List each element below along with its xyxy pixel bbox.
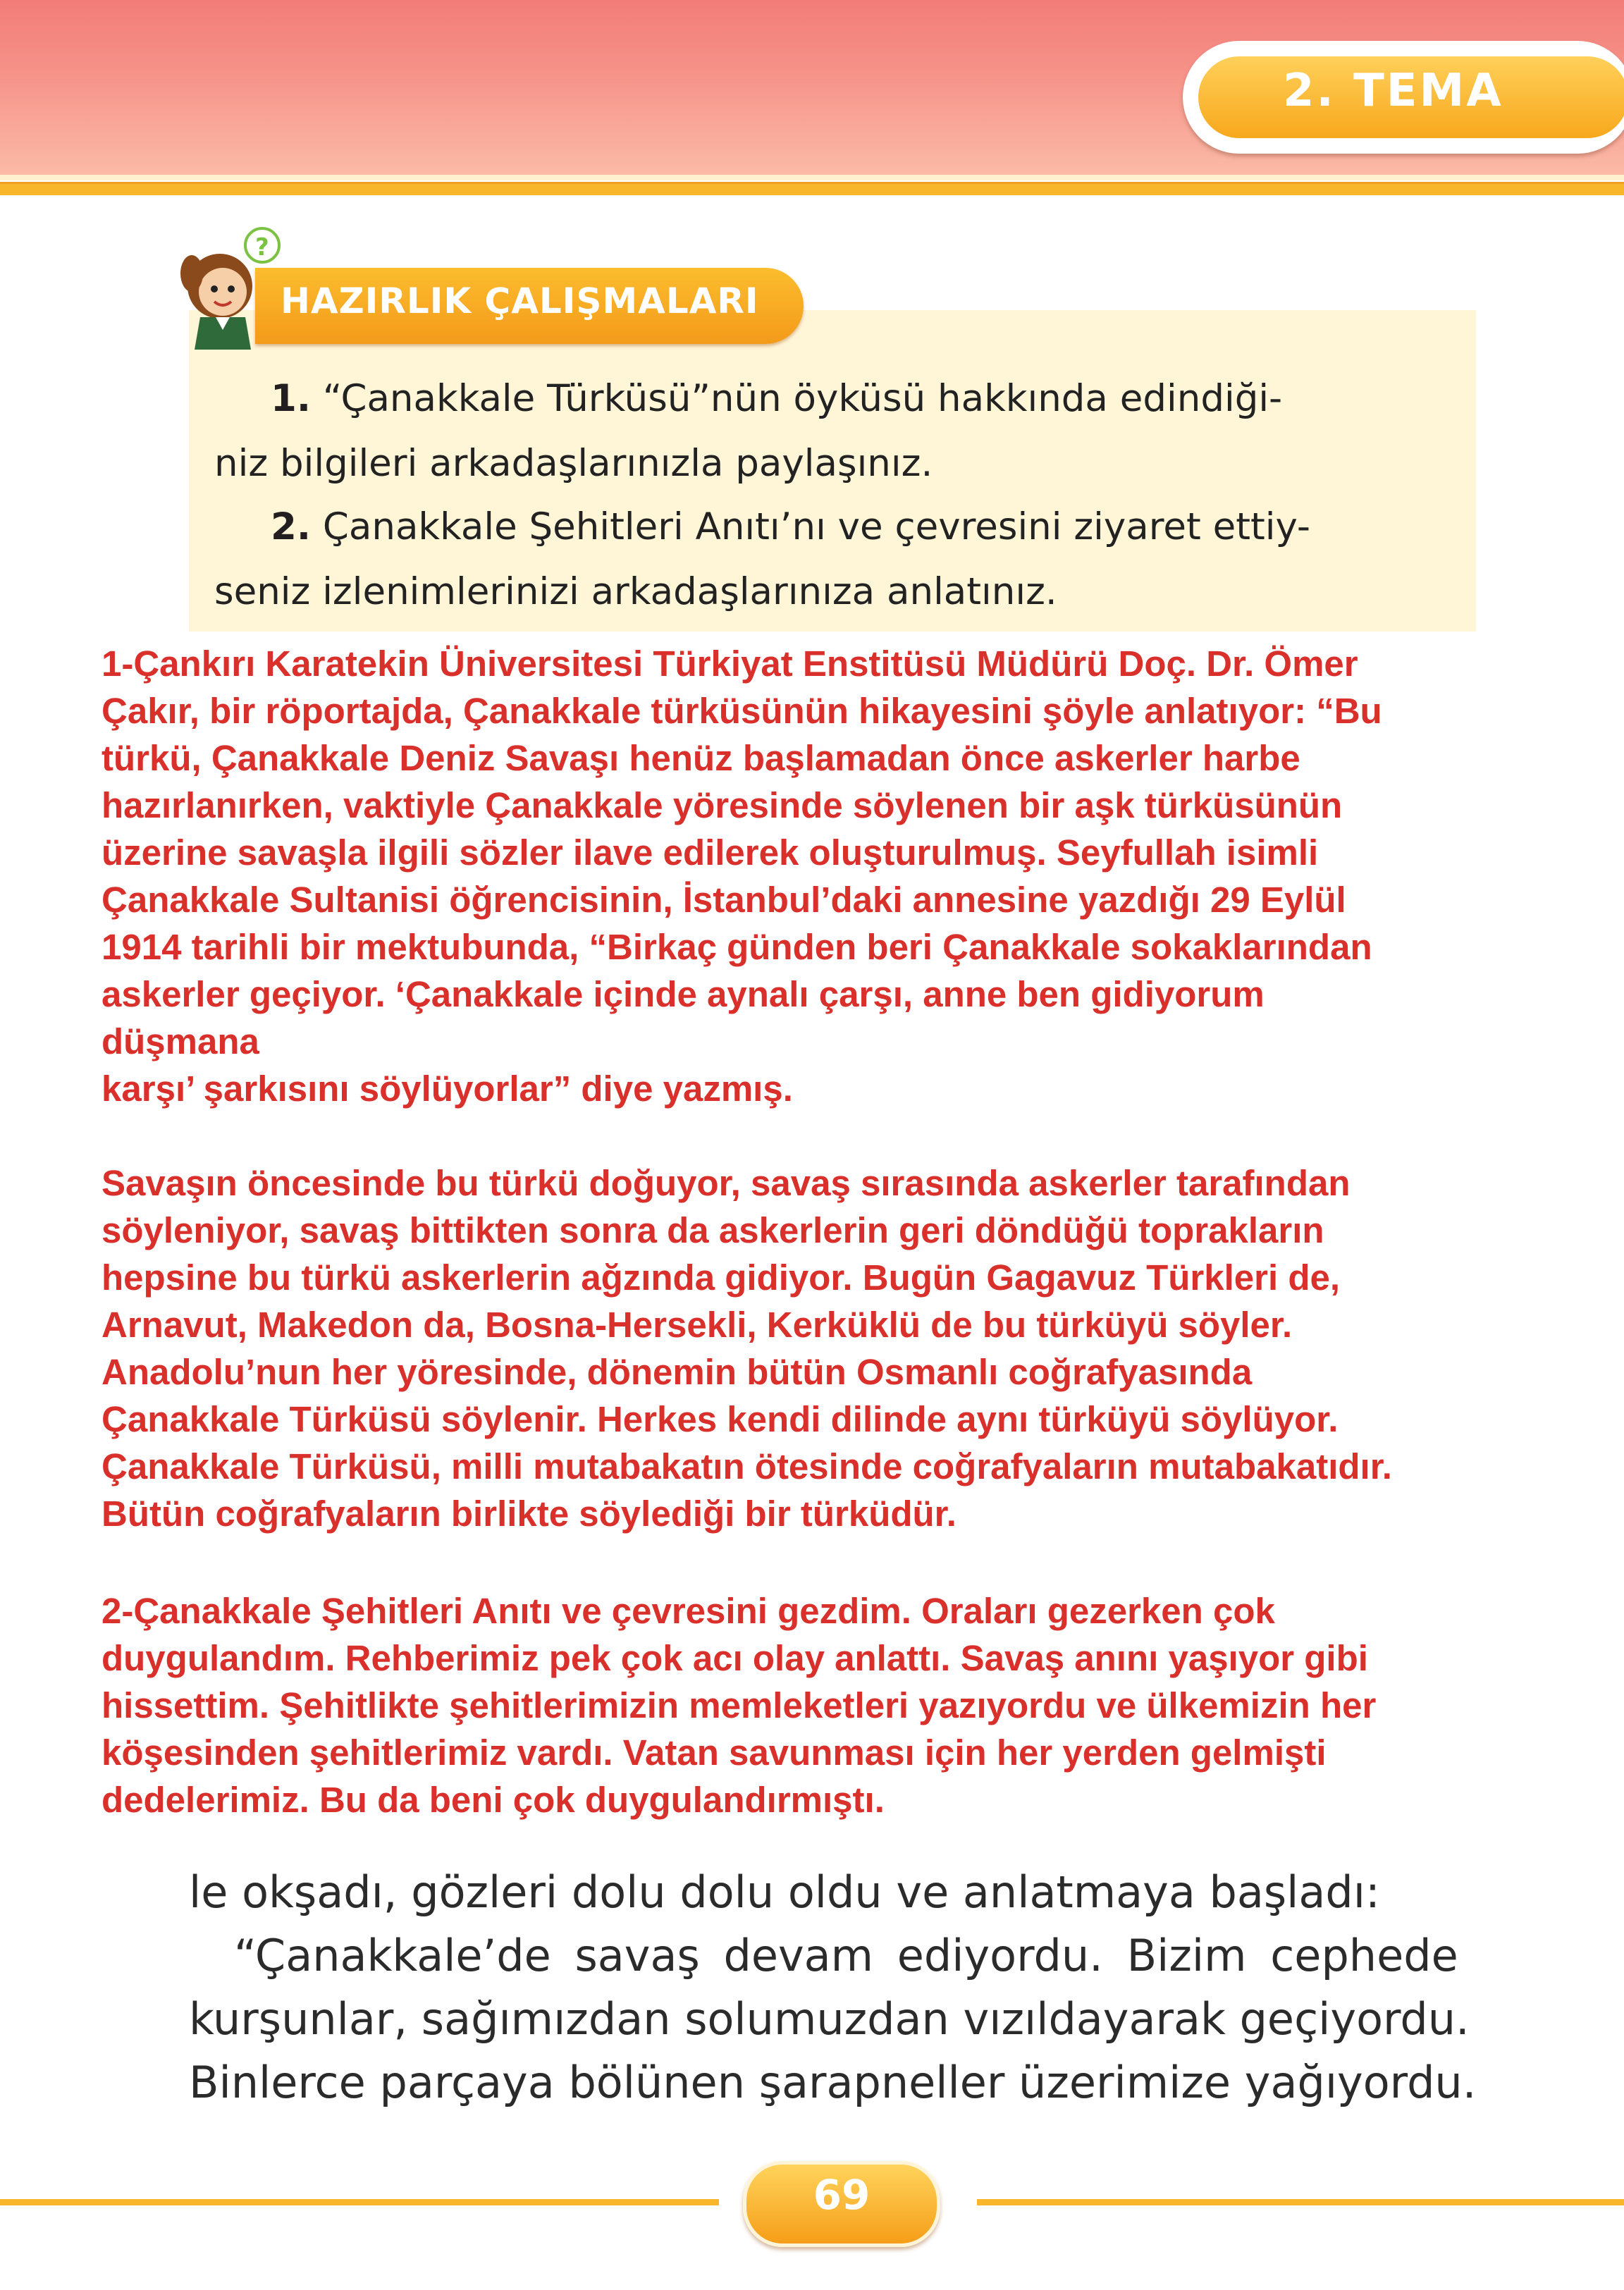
- answer-1b-line: Savaşın öncesinde bu türkü doğuyor, savaş sırasında askerler tarafından: [102, 1163, 1351, 1203]
- answer-1-line: hazırlanırken, vaktiyle Çanakkale yöresinde söylenen bir aşk türküsünün: [102, 785, 1343, 825]
- answer-1-line: düşmana: [102, 1021, 259, 1061]
- header-divider: [0, 182, 1624, 195]
- girl-thinking-icon: [164, 224, 283, 351]
- answer-1b-line: Bütün coğrafyaların birlikte söylediği bir türküdür.: [102, 1494, 956, 1534]
- answer-2-line: 2-Çanakkale Şehitleri Anıtı ve çevresini gezdim. Oraları gezerken çok: [102, 1591, 1275, 1631]
- answer-1-line: Çanakkale Sultanisi öğrencisinin, İstanbul’daki annesine yazdığı 29 Eylül: [102, 880, 1346, 920]
- answer-2-line: duygulandım. Rehberimiz pek çok acı olay anlattı. Savaş anını yaşıyor gibi: [102, 1638, 1368, 1678]
- footer-divider-left: [0, 2199, 719, 2205]
- answer-1-line: karşı’ şarkısını söylüyorlar” diye yazmış.: [102, 1069, 793, 1109]
- task-1-line-2: niz bilgileri arkadaşlarınızla paylaşınız.: [214, 442, 933, 485]
- answer-1b-line: söyleniyor, savaş bittikten sonra da askerlerin geri döndüğü toprakların: [102, 1210, 1324, 1250]
- answer-2: [102, 1587, 1582, 1823]
- answer-1b-line: hepsine bu türkü askerlerin ağzında gidiyor. Bugün Gagavuz Türkleri de,: [102, 1257, 1341, 1298]
- answer-1b-line: Çanakkale Türküsü söylenir. Herkes kendi dilinde aynı türküyü söylüyor.: [102, 1399, 1339, 1439]
- answer-1b-line: Anadolu’nun her yöresinde, dönemin bütün Osmanlı coğrafyasında: [102, 1352, 1253, 1392]
- header-divider-light: [0, 175, 1624, 180]
- task-2-number: 2.: [271, 505, 312, 548]
- question-mark-icon: ?: [255, 233, 269, 261]
- task-1: [214, 367, 1462, 496]
- story-line-2: “Çanakkale’de savaş devam ediyordu. Bizim cephede: [234, 1930, 1458, 1981]
- page-number: 69: [813, 2171, 871, 2219]
- answer-1b-line: Arnavut, Makedon da, Bosna-Hersekli, Kerküklü de bu türküyü söyler.: [102, 1305, 1293, 1345]
- story-line-1: le okşadı, gözleri dolu dolu oldu ve anlatmaya başladı:: [189, 1866, 1380, 1918]
- answer-1: [102, 640, 1582, 1112]
- answer-1-line: üzerine savaşla ilgili sözler ilave edilerek oluşturulmuş. Seyfullah isimli: [102, 832, 1319, 873]
- answer-1-line: türkü, Çanakkale Deniz Savaşı henüz başlamadan önce askerler harbe: [102, 738, 1300, 778]
- answer-1-line: askerler geçiyor. ‘Çanakkale içinde aynalı çarşı, anne ben gidiyorum: [102, 974, 1265, 1014]
- task-1-line-1: “Çanakkale Türküsü”nün öyküsü hakkında edindiği-: [322, 377, 1283, 420]
- story-line-3: kurşunlar, sağımızdan solumuzdan vızıldayarak geçiyordu.: [189, 1993, 1470, 2045]
- theme-label: 2. TEMA: [1283, 65, 1503, 117]
- answer-2-line: dedelerimiz. Bu da beni çok duygulandırmıştı.: [102, 1780, 885, 1820]
- answer-2-line: köşesinden şehitlerimiz vardı. Vatan savunması için her yerden gelmişti: [102, 1732, 1327, 1773]
- task-2: [214, 495, 1462, 624]
- task-2-line-2: seniz izlenimlerinizi arkadaşlarınıza anlatınız.: [214, 570, 1057, 613]
- footer-divider-right: [977, 2199, 1624, 2205]
- answer-1-line: Çakır, bir röportajda, Çanakkale türküsünün hikayesini şöyle anlatıyor: “Bu: [102, 691, 1382, 731]
- section-title: HAZIRLIK ÇALIŞMALARI: [281, 281, 759, 321]
- task-2-line-1: Çanakkale Şehitleri Anıtı’nı ve çevresini ziyaret ettiy-: [322, 505, 1311, 548]
- story-paragraph: [189, 1861, 1479, 2114]
- answer-1-continued: [102, 1159, 1582, 1537]
- task-1-number: 1.: [271, 377, 312, 420]
- answer-1b-line: Çanakkale Türküsü, milli mutabakatın ötesinde coğrafyaların mutabakatıdır.: [102, 1446, 1392, 1486]
- answer-1-line: 1-Çankırı Karatekin Üniversitesi Türkiyat Enstitüsü Müdürü Doç. Dr. Ömer: [102, 644, 1358, 684]
- answer-1-line: 1914 tarihli bir mektubunda, “Birkaç günden beri Çanakkale sokaklarından: [102, 927, 1372, 967]
- story-line-4: Binlerce parçaya bölünen şarapneller üzerimize yağıyordu.: [189, 2057, 1477, 2108]
- answer-2-line: hissettim. Şehitlikte şehitlerimizin memleketleri yazıyordu ve ülkemizin her: [102, 1685, 1377, 1725]
